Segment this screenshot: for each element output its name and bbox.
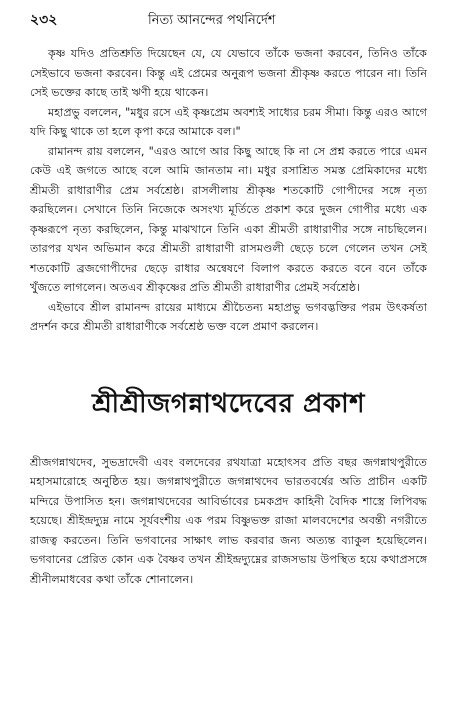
running-title: নিত্য আনন্দের পথনির্দেশ [148, 13, 276, 28]
paragraph-jagannath-intro: শ্রীজগন্নাথদেব, সুভদ্রাদেবী এবং বলদেবের রথযাত্রা মহোৎসব প্রতি বছর জগন্নাথপুরীতে মহাসমারোহে অনুষ্ঠিত হয়। জগন্নাথপুরীতে জগন্নাথদেব ভারতবর্ষের অতি প্রাচীন একটি মন্দিরে উপাসিত হন। জগন্নাথদেবের আবির্ভাবের চমকপ্রদ কাহিনী বৈদিক শাস্ত্রে লিপিবদ্ধ হয়েছে। শ্রীইন্দ্রদ্যুম্ন নামে সূর্যবংশীয় এক পরম বিষ্ণুভক্ত রাজা মালবদেশের অবন্তী নগরীতে রাজত্ব করতেন। তিনি ভগবানের সাক্ষাৎ লাভ করবার জন্য অত্যন্ত ব্যাকুল হয়েছিলেন। ভগবানের প্রেরিত কোন এক বৈষ্ণব তখন শ্রীইন্দ্রদ্যুম্নের রাজসভায় উপস্থিত হয়ে কথাপ্রসঙ্গে শ্রীনীলমাধবের কথা তাঁকে শোনালেন। [30, 455, 427, 586]
paragraph-conclusion: এইভাবে শ্রীল রামানন্দ রায়ের মাধ্যমে শ্রীচৈতন্য মহাপ্রভু ভগবদ্ভক্তির পরম উৎকর্ষতা প্রদর্শন করে শ্রীমতী রাধারাণীকে সর্বশ্রেষ্ঠ ভক্ত বলে প্রমাণ করলেন। [30, 300, 427, 333]
page-number: ২৩২ [30, 12, 58, 28]
paragraph-ramananda-said: রামানন্দ রায় বললেন, "এরও আগে আর কিছু আছে কি না সে প্রশ্ন করতে পারে এমন কেউ এই জগতে আছে বলে আমি জানতাম না। মধুর রসাশ্রিত সমস্ত প্রেমিকাদের মধ্যে শ্রীমতী রাধারাণীর প্রেম সর্বশ্রেষ্ঠ। রাসলীলায় শ্রীকৃষ্ণ শতকোটি গোপীদের সঙ্গে নৃত্য করছিলেন। সেখানে তিনি নিজেকে অসংখ্য মূর্তিতে প্রকাশ করে দুজন গোপীর মধ্যে এক কৃষ্ণরূপে নৃত্য করছিলেন, কিন্তু মাঝখানে তিনি একা শ্রীমতী রাধারাণীর সঙ্গে নাচছিলেন। তারপর যখন অভিমান করে শ্রীমতী রাধারাণী রাসমণ্ডলী ছেড়ে চলে গেলেন তখন সেই শতকোটি ব্রজগোপীদের ছেড়ে রাধার অন্বেষণে বিলাপ করতে করতে বনে বনে তাঁকে খুঁজতে লাগলেন। অতএব শ্রীকৃষ্ণের প্রতি শ্রীমতী রাধারাণীর প্রেমই সর্বশ্রেষ্ঠ। [30, 144, 427, 294]
top-text-section [30, 44, 427, 337]
page-header [30, 8, 427, 30]
bottom-text-section [30, 453, 427, 590]
chapter-title: শ্রীশ্রীজগন্নাথদেবের প্রকাশ [91, 388, 366, 419]
paragraph-mahaprabhu-said: মহাপ্রভু বললেন, "মধুর রসে এই কৃষ্ণপ্রেম অবশ্যই সাধ্যের চরম সীমা। কিন্তু এরও আগে যদি কিছু থাকে তা হলে কৃপা করে আমাকে বল।" [30, 105, 427, 138]
paragraph-krishna-promise: কৃষ্ণ যদিও প্রতিশ্রুতি দিয়েছেন যে, যে যেভাবে তাঁকে ভজনা করবেন, তিনিও তাঁকে সেইভাবে ভজনা করবেন। কিন্তু এই প্রেমের অনুরূপ ভজনা শ্রীকৃষ্ণ করতে পারেন না। তিনি সেই ভক্তের কাছে তাই ঋণী হয়ে থাকেন। [30, 47, 427, 99]
